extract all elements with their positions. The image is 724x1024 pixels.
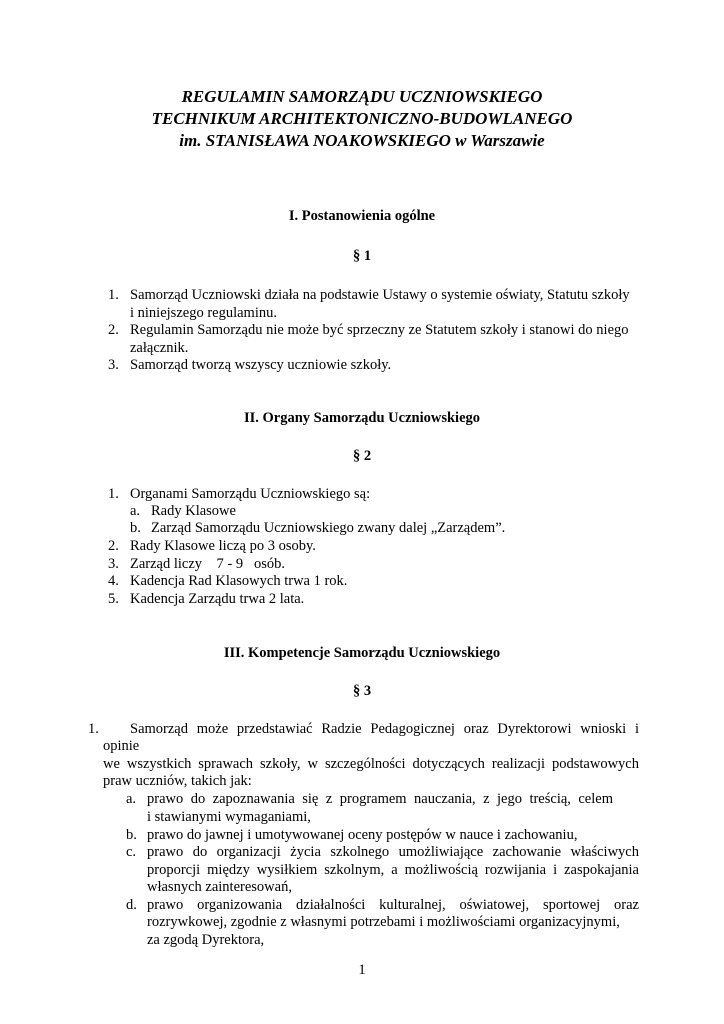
document-title-line-2: TECHNIKUM ARCHITEKTONICZNO-BUDOWLANEGO [151, 109, 573, 128]
section-3-subitem-d-line-1: prawo organizowania działalności kulturalnej, oświatowej, sportowej oraz [147, 897, 639, 913]
section-2-item-2-number: 2. [108, 538, 119, 554]
section-3-item-1-line-4: praw uczniów, takich jak: [103, 773, 252, 789]
section-3-item-1-line-3: we wszystkich sprawach szkoły, w szczególności dotyczących realizacji podstawowych [103, 756, 639, 772]
section-3-item-1-line-1: Samorząd może przedstawiać Radzie Pedagogicznej oraz Dyrektorowi wnioski i [130, 721, 639, 737]
section-2-item-5-text: Kadencja Zarządu trwa 2 lata. [130, 591, 305, 607]
section-3-subitem-d-line-3: za zgodą Dyrektora, [147, 932, 265, 948]
section-3-subitem-a-letter: a. [126, 791, 137, 807]
section-2-item-5-number: 5. [108, 591, 119, 607]
document-title-line-3: im. STANISŁAWA NOAKOWSKIEGO w Warszawie [179, 131, 545, 150]
section-1-item-1-line-1: Samorząd Uczniowski działa na podstawie Ustawy o systemie oświaty, Statutu szkoły [130, 287, 630, 303]
section-3-subitem-a-line-1: prawo do zapoznawania się z programem nauczania, z jego treścią, celem [147, 791, 613, 807]
section-3-item-1-line-2: opinie [103, 738, 140, 754]
section-2-item-1-text: Organami Samorządu Uczniowskiego są: [130, 486, 371, 502]
section-3-subitem-d-line-2: rozrywkowej, zgodnie z własnymi potrzebami i możliwościami organizacyjnymi, [147, 914, 620, 930]
section-3-heading: III. Kompetencje Samorządu Uczniowskiego [223, 645, 501, 661]
section-3-subitem-d-letter: d. [126, 897, 137, 913]
section-1-item-3-line-1: Samorząd tworzą wszyscy uczniowie szkoły. [130, 357, 392, 373]
section-2-subitem-a-text: Rady Klasowe [151, 503, 236, 519]
document-title-line-1: REGULAMIN SAMORZĄDU UCZNIOWSKIEGO [181, 87, 543, 106]
section-1-item-3-number: 3. [108, 357, 119, 373]
section-1-paragraph-mark: § 1 [352, 248, 372, 264]
section-2-paragraph-mark: § 2 [352, 448, 372, 464]
section-3-subitem-c-letter: c. [126, 844, 137, 860]
section-3-subitem-c-line-2: proporcji między wysiłkiem szkolnym, a możliwością rozwijania i zaspokajania [147, 862, 639, 878]
section-2-item-1-number: 1. [108, 486, 119, 502]
section-1-item-2-line-2: załącznik. [130, 340, 189, 356]
section-1-item-1-line-2: i niniejszego regulaminu. [130, 305, 277, 321]
section-2-item-3-text: Zarząd liczy 7 - 9 osób. [130, 556, 286, 572]
section-2-subitem-b-letter: b. [130, 520, 141, 536]
section-2-subitem-a-letter: a. [130, 503, 141, 519]
section-1-item-2-number: 2. [108, 322, 119, 338]
section-2-item-3-number: 3. [108, 556, 119, 572]
section-3-item-1-number: 1. [88, 721, 99, 737]
section-3-subitem-b-line-1: prawo do jawnej i umotywowanej oceny postępów w nauce i zachowaniu, [147, 827, 578, 843]
section-3-subitem-a-line-2: i stawianymi wymaganiami, [147, 809, 311, 825]
section-2-subitem-b-text: Zarząd Samorządu Uczniowskiego zwany dalej „Zarządem”. [151, 520, 506, 536]
section-2-item-2-text: Rady Klasowe liczą po 3 osoby. [130, 538, 316, 554]
section-3-subitem-c-line-1: prawo do organizacji życia szkolnego umożliwiające zachowanie właściwych [147, 844, 639, 860]
section-3-subitem-b-letter: b. [126, 827, 137, 843]
section-2-item-4-text: Kadencja Rad Klasowych trwa 1 rok. [130, 573, 348, 589]
section-3-paragraph-mark: § 3 [352, 683, 372, 699]
section-1-heading: I. Postanowienia ogólne [288, 208, 436, 224]
section-1-item-2-line-1: Regulamin Samorządu nie może być sprzeczny ze Statutem szkoły i stanowi do niego [130, 322, 629, 338]
page-number: 1 [358, 962, 366, 978]
section-2-item-4-number: 4. [108, 573, 119, 589]
section-2-heading: II. Organy Samorządu Uczniowskiego [243, 410, 481, 426]
section-3-subitem-c-line-3: własnych zainteresowań, [147, 879, 292, 895]
section-1-item-1-number: 1. [108, 287, 119, 303]
